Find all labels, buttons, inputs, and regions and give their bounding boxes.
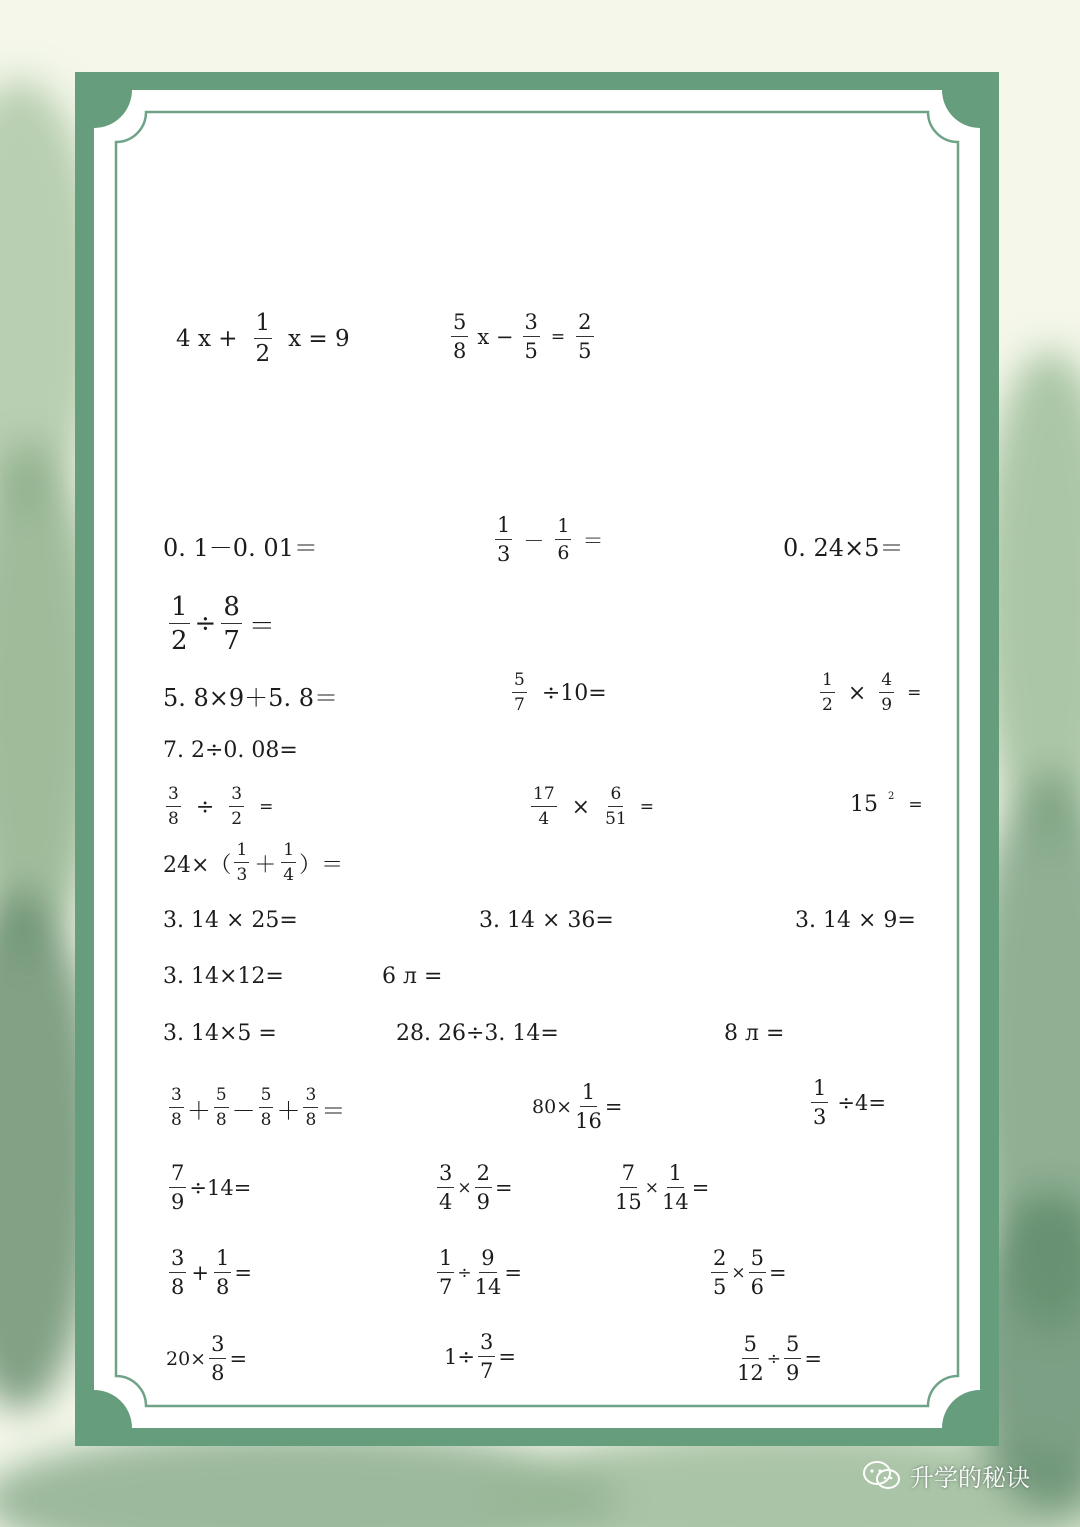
exercise-r7a: 3. 14 × 25= (163, 908, 298, 933)
exercise-r9c: 8 л = (724, 1021, 785, 1046)
exercise-r11a: $\frac{7}{9}$ ÷14= (171, 1161, 252, 1214)
watermark-text: 升学的秘诀 (910, 1464, 1030, 1492)
exercise-r12b: $\frac{1}{7}$ ÷ $\frac{9}{14}$ = (439, 1246, 522, 1299)
exercise-r1c: 0. 24×5＝ (783, 534, 904, 562)
exercise-r13c: $\frac{5}{12}$ ÷ $\frac{5}{9}$ = (737, 1332, 822, 1385)
exercise-r7b: 3. 14 × 36= (479, 908, 614, 933)
watermark (862, 1458, 1030, 1493)
exercise-r9b: 28. 26÷3. 14= (396, 1021, 559, 1046)
exercise-r12c: $\frac{2}{5}$ × $\frac{5}{6}$ = (713, 1246, 787, 1299)
exercise-r3c: $\frac{1}{2}$ × $\frac{4}{9}$ = (822, 670, 922, 715)
exercise-r1a: 0. 1－0. 01＝ (163, 534, 318, 562)
equation-2: $\frac{5}{8}$ x − $\frac{3}{5}$ = $\frac{2}{5}$ (453, 310, 592, 363)
exercise-r13b: 1÷ $\frac{3}{7}$ = (444, 1330, 516, 1383)
exercise-r8a: 3. 14×12= (163, 964, 284, 989)
exercise-r12a: $\frac{3}{8}$ + $\frac{1}{8}$ = (171, 1246, 252, 1299)
exercise-r3b: $\frac{5}{7}$ ÷10= (514, 670, 607, 715)
exercise-r11c: $\frac{7}{15}$ × $\frac{1}{14}$ = (615, 1161, 710, 1214)
exercise-r10a: $\frac{3}{8}$ ＋ $\frac{5}{8}$ － $\frac{5}{8}$ ＋ $\frac{3}{8}$ ＝ (171, 1085, 346, 1130)
exercise-r7c: 3. 14 × 9= (795, 908, 916, 933)
exercise-r8b: 6 л = (382, 964, 443, 989)
exercise-r3a: 5. 8×9＋5. 8＝ (163, 684, 338, 712)
exercise-r4: 7. 2÷0. 08= (163, 738, 298, 763)
exercise-r1b: $\frac{1}{3}$ － $\frac{1}{6}$ ＝ (497, 513, 604, 566)
exercise-r5b: $\frac{17}{4}$ × $\frac{6}{51}$ = (533, 784, 654, 829)
exercise-r13a: 20× $\frac{3}{8}$ = (166, 1332, 248, 1385)
exercise-r10c: $\frac{1}{3}$ ÷4= (813, 1076, 886, 1129)
exercise-r5c: 15 $^2$ = (850, 791, 923, 817)
exercise-r5a: $\frac{3}{8}$ ÷ $\frac{3}{2}$ = (168, 784, 274, 829)
exercise-r9a: 3. 14×5 = (163, 1021, 277, 1046)
exercise-r6: 24×（ $\frac{1}{3}$ ＋ $\frac{1}{4}$ ）＝ (163, 840, 344, 885)
equation-1: 4 x + $\frac{1}{2}$ x = 9 (176, 310, 350, 367)
exercise-r10b: 80× $\frac{1}{16}$ = (532, 1080, 623, 1133)
exercise-r11b: $\frac{3}{4}$ × $\frac{2}{9}$ = (439, 1161, 513, 1214)
wechat-icon (862, 1460, 902, 1492)
exercise-r2: $\frac{1}{2}$ ÷ $\frac{8}{7}$ ＝ (171, 592, 275, 656)
worksheet (94, 90, 980, 1428)
